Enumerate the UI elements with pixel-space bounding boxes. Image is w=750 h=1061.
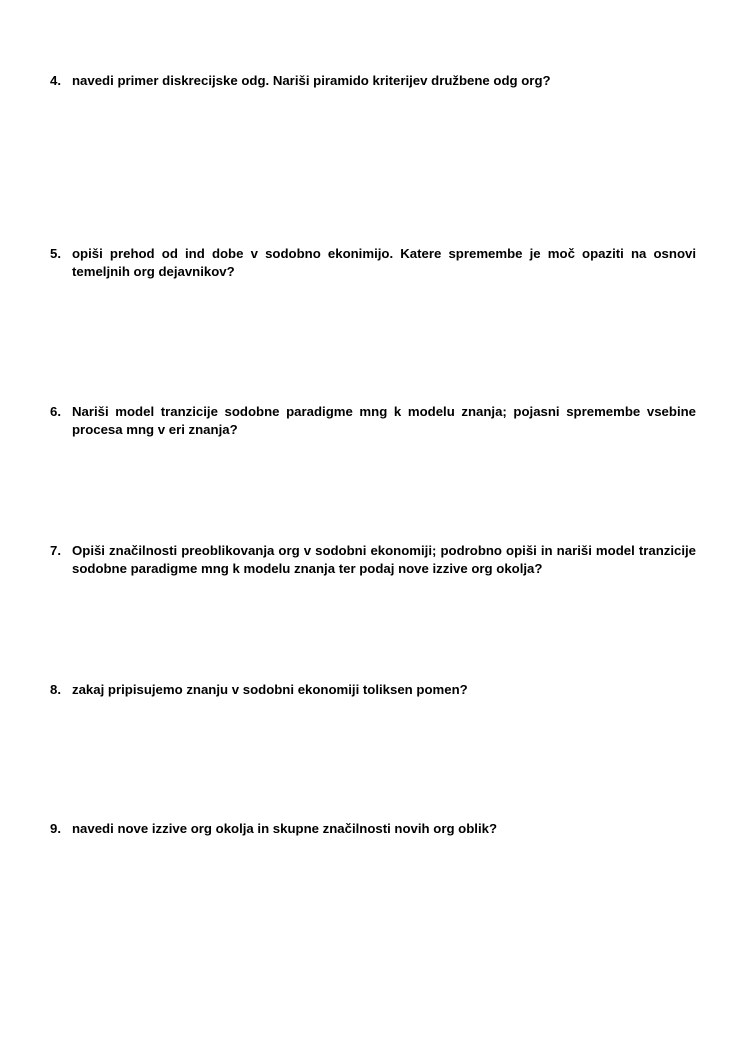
question-text: zakaj pripisujemo znanju v sodobni ekonomiji toliksen pomen? (72, 682, 468, 697)
question-number: 6. (50, 404, 61, 419)
question-6 (50, 403, 696, 439)
question-4 (50, 72, 696, 90)
question-number: 5. (50, 246, 61, 261)
question-number: 8. (50, 682, 61, 697)
question-5 (50, 245, 696, 281)
question-8 (50, 681, 696, 699)
question-7 (50, 542, 696, 578)
question-number: 7. (50, 543, 61, 558)
question-number: 4. (50, 73, 61, 88)
question-text: Nariši model tranzicije sodobne paradigme mng k modelu znanja; pojasni spremembe vsebine procesa mng v eri znanja? (72, 404, 696, 437)
question-text: Opiši značilnosti preoblikovanja org v sodobni ekonomiji; podrobno opiši in nariši model tranzicije sodobne paradigme mng k modelu znanja ter podaj nove izzive org okolja? (72, 543, 696, 576)
question-number: 9. (50, 821, 61, 836)
question-text: navedi nove izzive org okolja in skupne značilnosti novih org oblik? (72, 821, 498, 836)
question-9 (50, 820, 696, 838)
question-text: navedi primer diskrecijske odg. Nariši piramido kriterijev družbene odg org? (72, 73, 551, 88)
question-text: opiši prehod od ind dobe v sodobno ekonimijo. Katere spremembe je moč opaziti na osnovi temeljnih org dejavnikov? (72, 246, 696, 279)
